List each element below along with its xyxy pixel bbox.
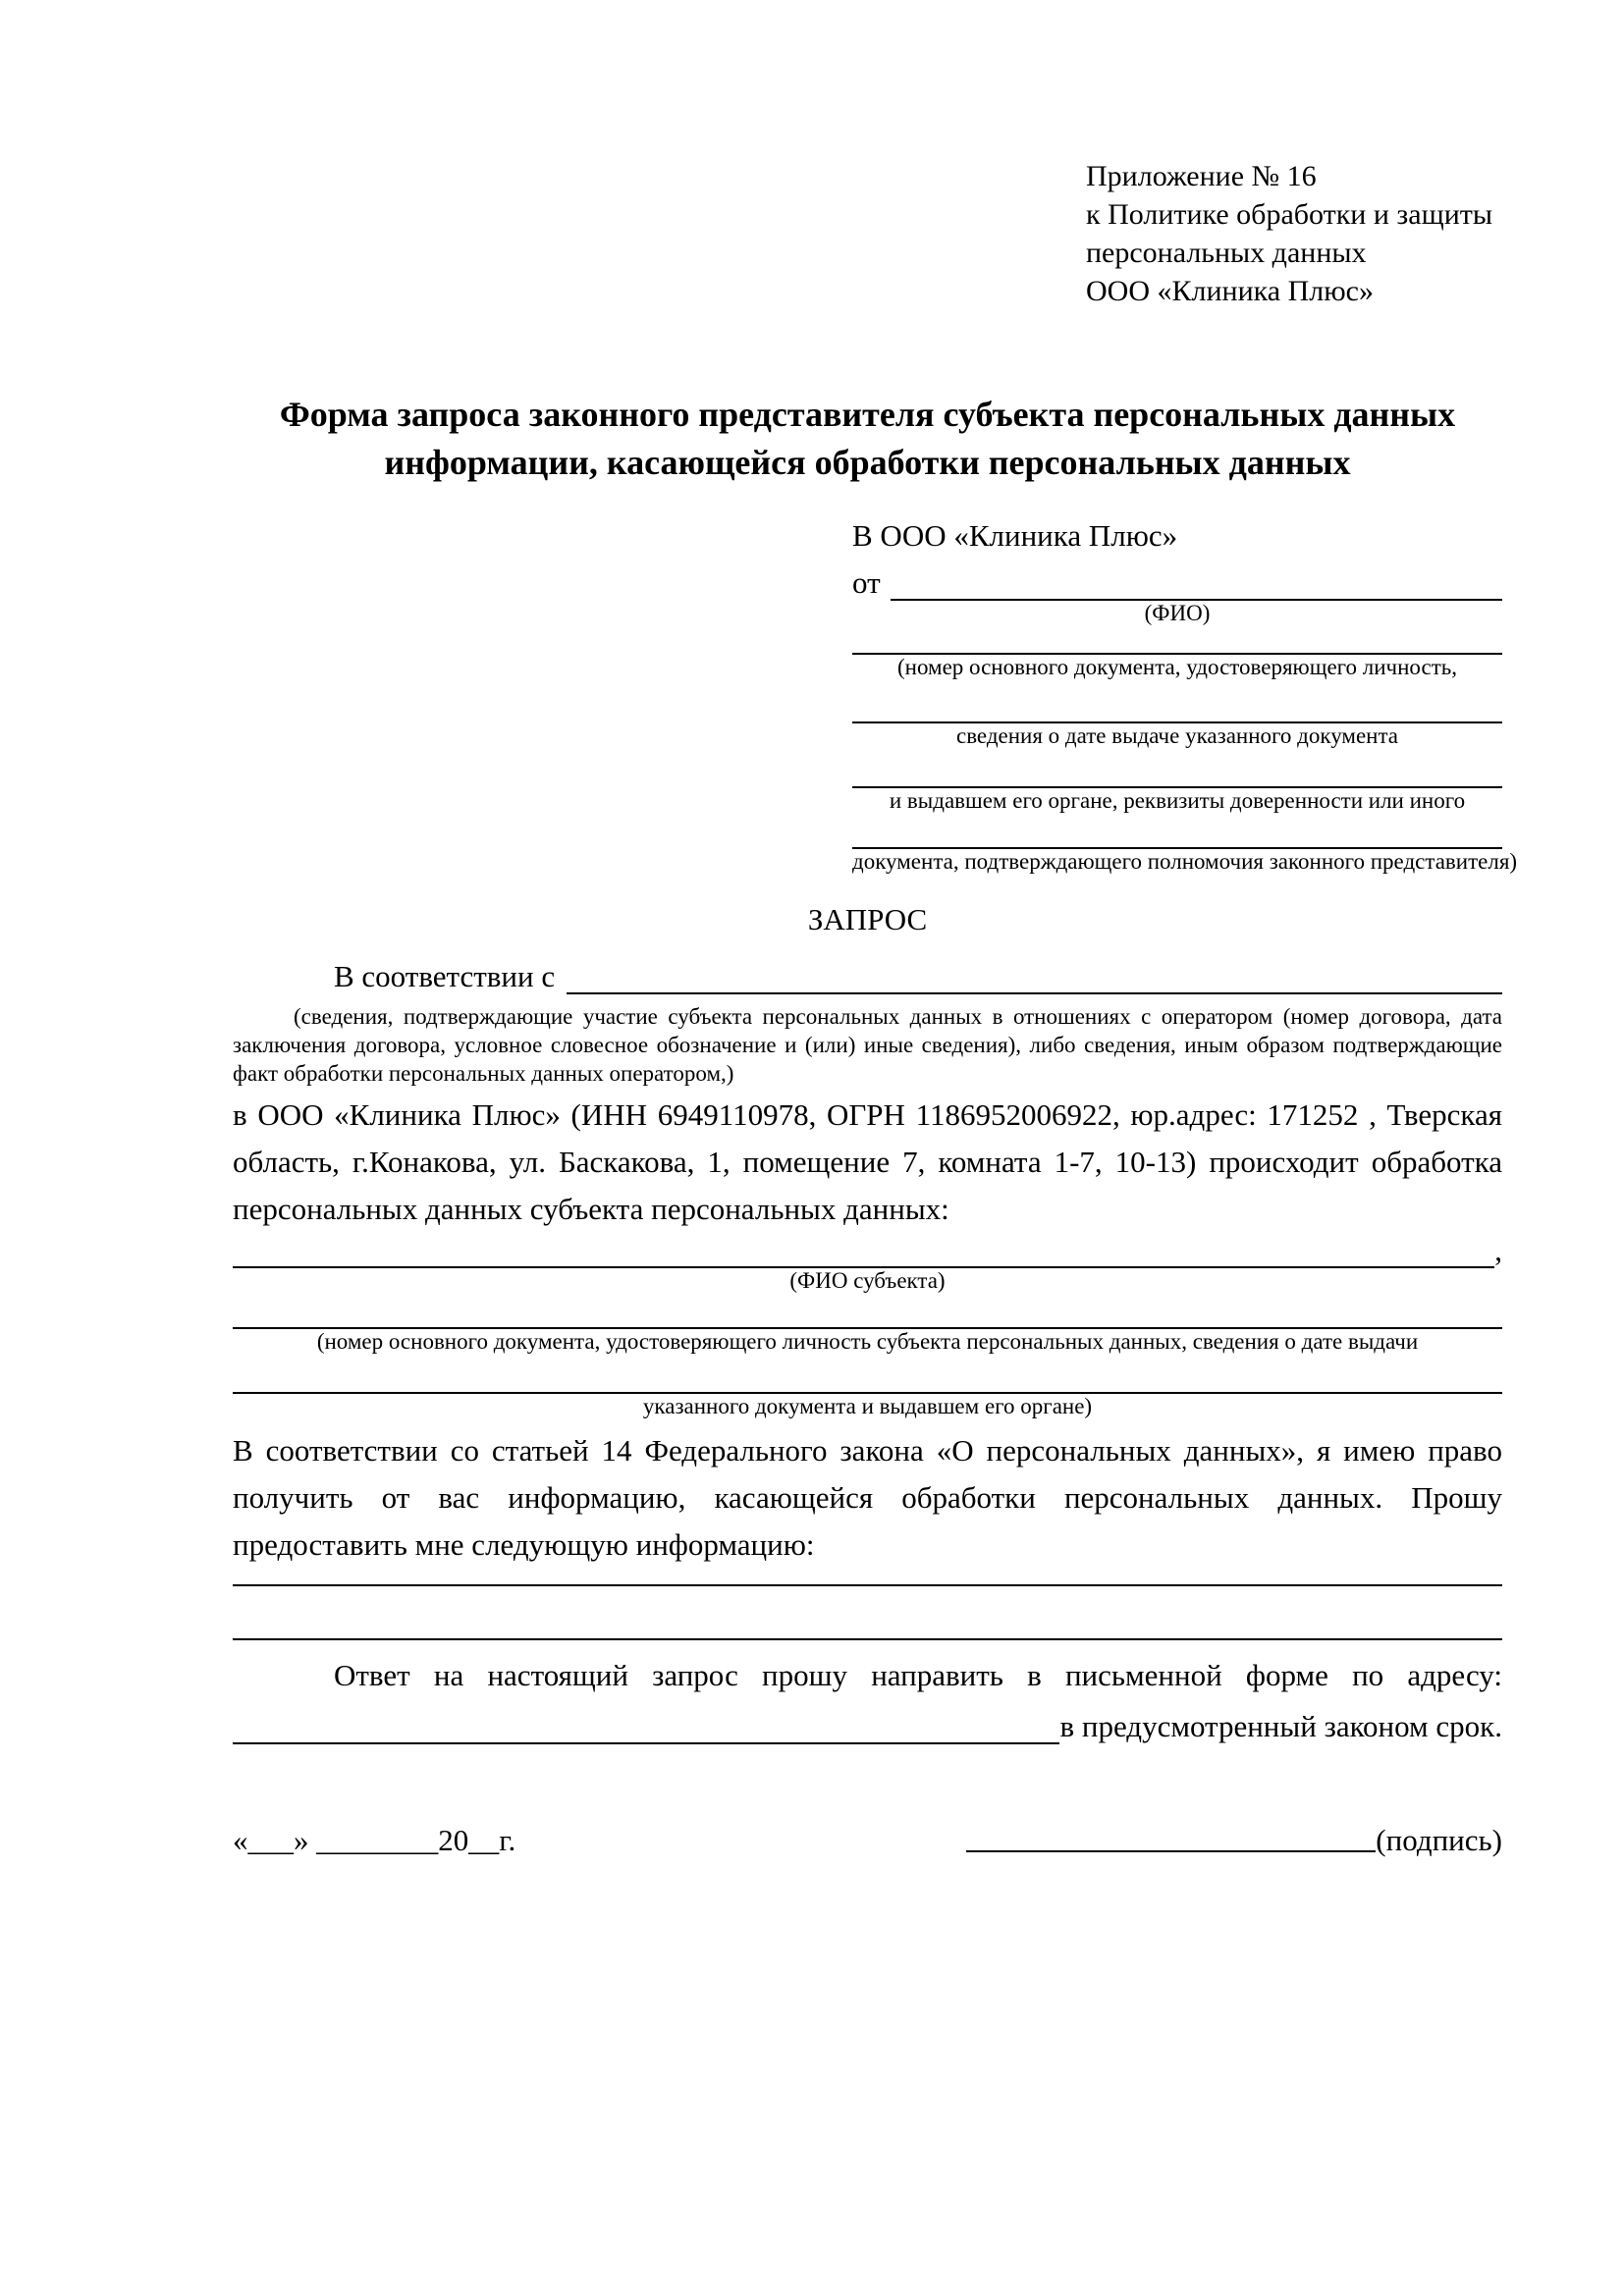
reply-tail-text: в предусмотренный законом срок. (1059, 1709, 1502, 1743)
signature-group (966, 1823, 1502, 1858)
subject-doc-caption: (номер основного документа, удостоверяющего личность субъекта персональных данных, сведения о дате выдачи (316, 1329, 1419, 1354)
subject-fio-caption: (ФИО субъекта) (789, 1268, 946, 1293)
date-line[interactable]: «___» ________20__г. (233, 1823, 516, 1857)
in-accordance-label: В соответствии с (334, 959, 556, 993)
addressee-organization: В ООО «Клиника Плюс» (852, 518, 1178, 553)
doc-issue-date-caption: сведения о дате выдаче указанного документа (955, 723, 1399, 748)
fio-caption: (ФИО) (1144, 601, 1211, 625)
doc-issuer-caption: и выдавшем его органе, реквизиты доверенности или иного (889, 788, 1466, 813)
footer-row (233, 1823, 1502, 1858)
appendix-line: ООО «Клиника Плюс» (1086, 275, 1374, 307)
appendix-block (1086, 157, 1502, 310)
appendix-line: к Политике обработки и защиты (1086, 198, 1493, 231)
from-row (852, 560, 1502, 601)
in-accordance-row (233, 953, 1502, 994)
reply-address-line[interactable] (233, 1742, 1059, 1744)
request-heading: ЗАПРОС (807, 902, 928, 936)
operator-paragraph: в ООО «Клиника Плюс» (ИНН 6949110978, ОГРН 1186952006922, юр.адрес: 171252 , Тверская область, г.Конакова, ул. Баскакова, 1, помещение 7, комната 1-7, 10-13) происходит обработка персональных данных субъекта персональных данных: (233, 1097, 1502, 1226)
trailing-comma: , (1494, 1233, 1502, 1267)
document-title-line: Форма запроса законного представителя субъекта персональных данных (279, 395, 1456, 434)
doc-number-caption: (номер основного документа, удостоверяющего личность, (896, 655, 1457, 679)
document-title-line: информации, касающейся обработки персональных данных (384, 443, 1351, 482)
relation-proof-note: (сведения, подтверждающие участие субъекта персональных данных в отношениях с оператором (номер договора, дата заключения договора, условное словесное обозначение и (или) иные сведения), либо сведения, иным образом подтверждающие факт обработки персональных данных оператором,) (233, 1004, 1502, 1086)
reply-paragraph: Ответ на настоящий запрос прошу направить в письменной форме по адресу: (334, 1658, 1502, 1692)
subject-doc-issuer-caption: указанного документа и выдавшем его органе) (642, 1394, 1093, 1418)
signature-caption: (подпись) (1376, 1823, 1502, 1857)
authority-doc-caption: документа, подтверждающего полномочия законного представителя) (852, 849, 1518, 874)
reply-address-row (233, 1699, 1502, 1744)
from-label: от (852, 565, 881, 600)
law-paragraph: В соответствии со статьей 14 Федерального закона «О персональных данных», я имею право получить от вас информацию, касающейся обработки персональных данных. Прошу предоставить мне следующую информацию: (233, 1433, 1502, 1562)
signature-line[interactable] (966, 1850, 1376, 1852)
subject-name-row (233, 1233, 1502, 1268)
document-title (233, 391, 1502, 487)
requested-info-line-2[interactable] (233, 1638, 1502, 1640)
relation-proof-line[interactable] (567, 992, 1502, 994)
requested-info-line-1[interactable] (233, 1584, 1502, 1586)
appendix-line: персональных данных (1086, 237, 1367, 269)
appendix-line: Приложение № 16 (1086, 160, 1317, 192)
addressee-block (852, 516, 1518, 875)
